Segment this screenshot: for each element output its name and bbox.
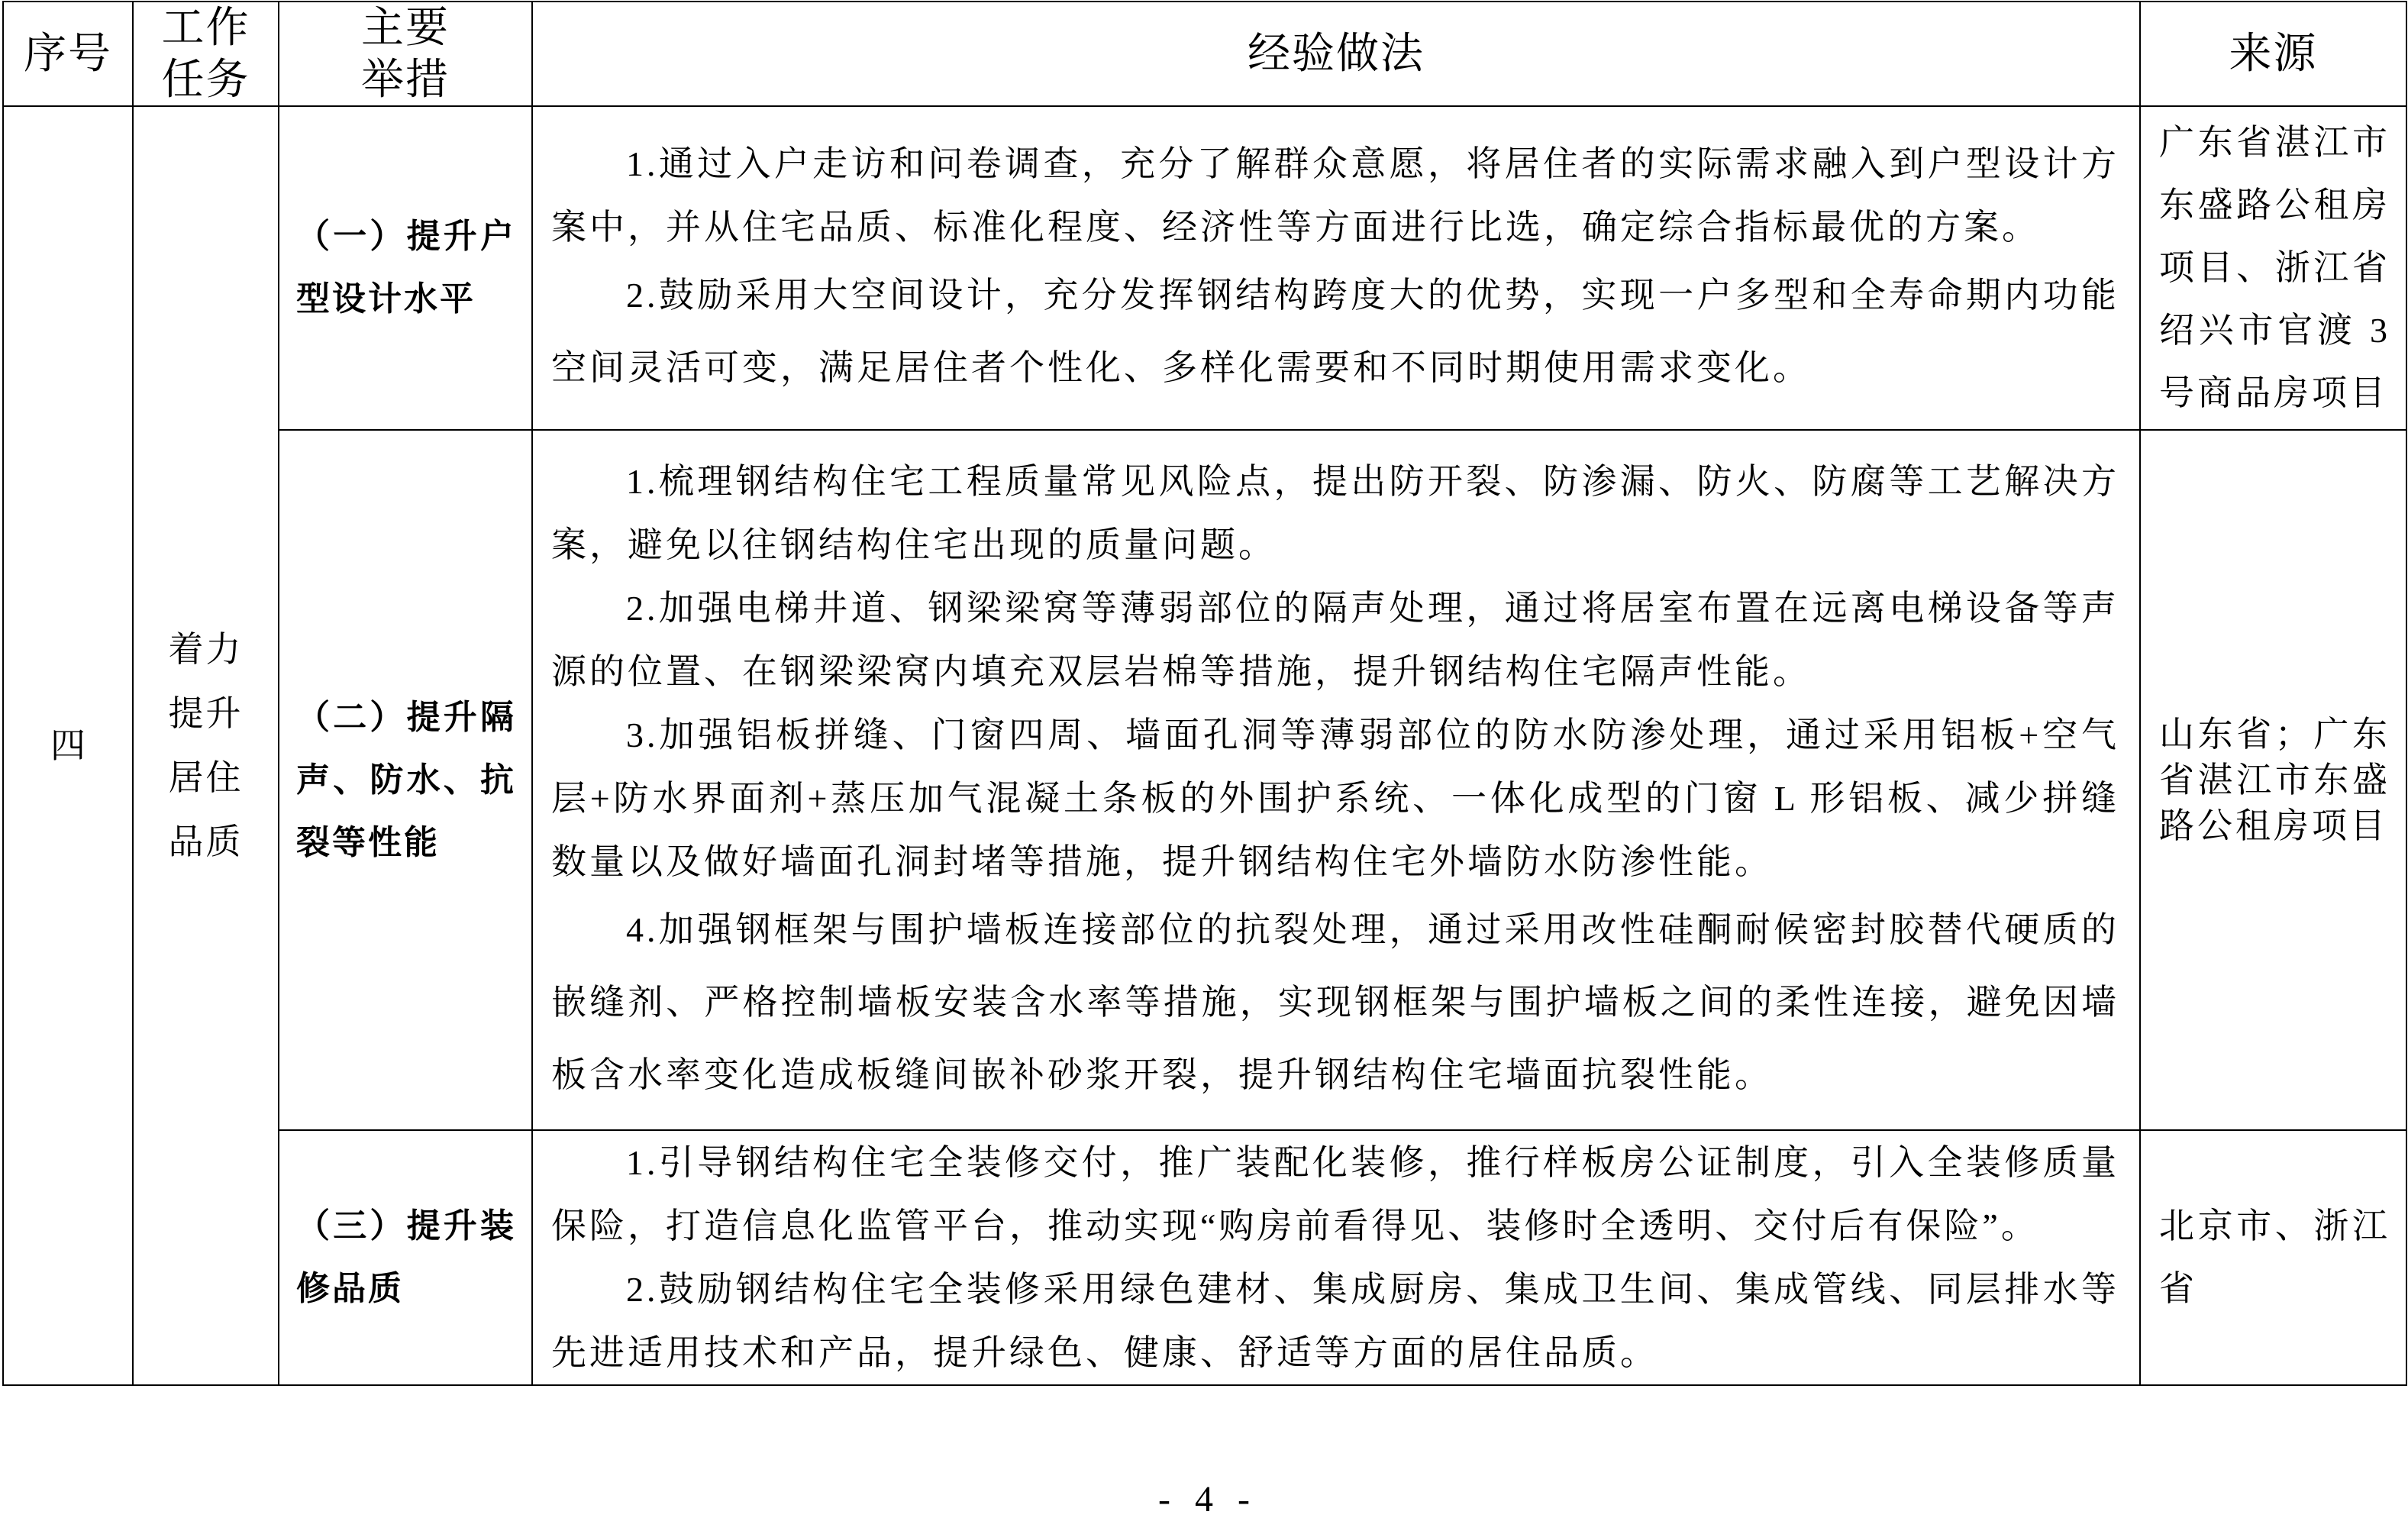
source-text: 广东省湛江市东盛路公租房项目、浙江省绍兴市官渡 3 号商品房项目 — [2159, 123, 2390, 412]
header-measure-cell — [279, 2, 532, 106]
measure-title: （三）提升装修品质 — [296, 1207, 516, 1307]
measure-wrapper — [279, 431, 531, 1129]
measure-cell — [279, 106, 532, 430]
practice-wrapper — [533, 107, 2139, 429]
practice-paragraph: 1.引导钢结构住宅全装修交付，推广装配化装修，推行样板房公证制度，引入全装修质量保险，打造信息化监管平台，推动实现“购房前看得见、装修时全透明、交付后有保险”。 — [551, 1143, 2119, 1245]
measure-wrapper — [279, 1131, 531, 1384]
source-cell — [2140, 106, 2406, 430]
header-measure-label: 主要举措 — [360, 2, 450, 105]
measure-cell — [279, 430, 532, 1130]
header-source-cell — [2140, 2, 2406, 106]
source-text: 山东省；广东省湛江市东盛路公租房项目 — [2159, 714, 2390, 845]
measure-cell — [279, 1130, 532, 1385]
practice-paragraph: 3.加强铝板拼缝、门窗四周、墙面孔洞等薄弱部位的防水防渗处理，通过采用铝板+空气层+防水界面剂+蒸压加气混凝土条板的外围护系统、一体化成型的门窗 L 形铝板、减少拼缝数量以及做好墙面孔洞封堵等措施，提升钢结构住宅外墙防水防渗性能。 — [551, 715, 2119, 881]
header-task-label: 工作任务 — [161, 2, 250, 105]
measures-table — [2, 1, 2407, 1386]
practice-paragraph: 1.梳理钢结构住宅工程质量常见风险点，提出防开裂、防渗漏、防火、防腐等工艺解决方案，避免以往钢结构住宅出现的质量问题。 — [551, 461, 2119, 564]
practice-paragraph: 4.加强钢框架与围护墙板连接部位的抗裂处理，通过采用改性硅酮耐候密封胶替代硬质的嵌缝剂、严格控制墙板安装含水率等措施，实现钢框架与围护墙板之间的柔性连接，避免因墙板含水率变化造成板缝间嵌补砂浆开裂，提升钢结构住宅墙面抗裂性能。 — [551, 909, 2119, 1094]
practice-wrapper — [533, 1131, 2139, 1384]
source-cell — [2140, 1130, 2406, 1385]
measure-title: （一）提升户型设计水平 — [296, 218, 516, 318]
practice-paragraph: 2.加强电梯井道、钢梁梁窝等薄弱部位的隔声处理，通过将居室布置在远离电梯设备等声源的位置、在钢梁梁窝内填充双层岩棉等措施，提升钢结构住宅隔声性能。 — [551, 588, 2119, 691]
table-row — [3, 430, 2406, 1130]
header-practice-cell — [532, 2, 2140, 106]
practice-wrapper — [533, 431, 2139, 1129]
practice-paragraph: 1.通过入户走访和问卷调查，充分了解群众意愿，将居住者的实际需求融入到户型设计方案中，并从住宅品质、标准化程度、经济性等方面进行比选，确定综合指标最优的方案。 — [551, 144, 2119, 247]
source-wrapper — [2141, 1131, 2406, 1384]
practice-paragraph: 2.鼓励采用大空间设计，充分发挥钢结构跨度大的优势，实现一户多型和全寿命期内功能空间灵活可变，满足居住者个性化、多样化需要和不同时期使用需求变化。 — [551, 276, 2119, 387]
header-row — [3, 2, 2406, 106]
section-index-cell — [3, 106, 133, 1385]
header-index-cell — [3, 2, 133, 106]
practice-cell — [532, 106, 2140, 430]
measure-title: （二）提升隔声、防水、抗裂等性能 — [296, 698, 516, 861]
source-text: 北京市、浙江省 — [2159, 1206, 2390, 1308]
source-cell — [2140, 430, 2406, 1130]
header-practice-label: 经验做法 — [1248, 28, 1425, 79]
practice-paragraph: 2.鼓励钢结构住宅全装修采用绿色建材、集成厨房、集成卫生间、集成管线、同层排水等先进适用技术和产品，提升绿色、健康、舒适等方面的居住品质。 — [551, 1270, 2119, 1372]
header-source-label: 来源 — [2229, 28, 2318, 79]
practice-cell — [532, 1130, 2140, 1385]
table-row — [3, 106, 2406, 430]
practice-cell — [532, 430, 2140, 1130]
source-wrapper — [2141, 107, 2406, 429]
work-task: 着力提升居住品质 — [168, 629, 244, 861]
table-row — [3, 1130, 2406, 1385]
header-task-cell — [133, 2, 279, 106]
section-index: 四 — [50, 725, 86, 765]
header-index-label: 序号 — [24, 28, 112, 79]
measure-wrapper — [279, 107, 531, 429]
page-number: - 4 - — [1158, 1479, 1257, 1520]
work-task-cell — [133, 106, 279, 1385]
source-wrapper — [2141, 431, 2406, 1129]
